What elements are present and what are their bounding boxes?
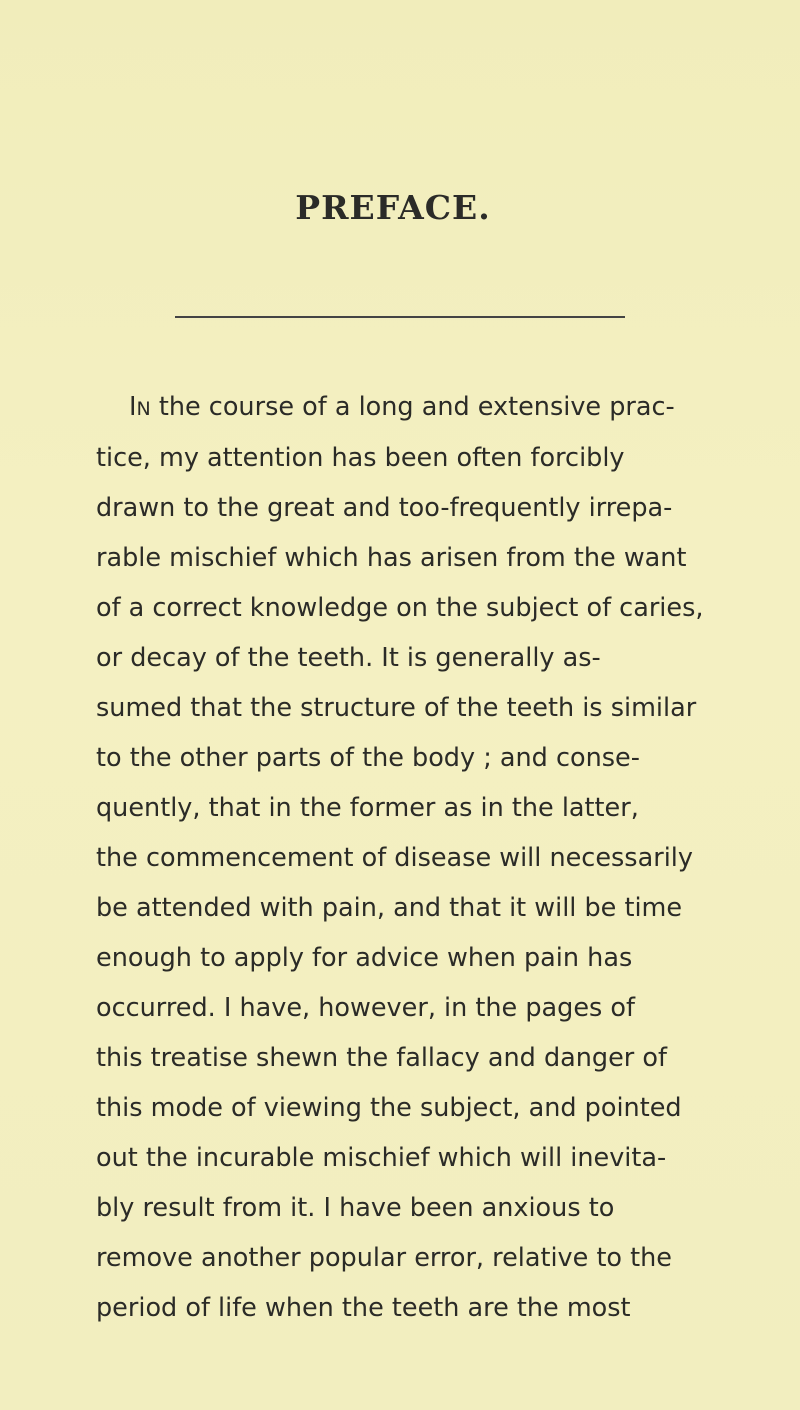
text-line-9: quently, that in the former as in the latter, [96, 793, 639, 823]
page-heading: PREFACE. [295, 188, 491, 227]
small-caps: N [136, 398, 151, 420]
text-line-11: be attended with pain, and that it will be time [96, 893, 683, 923]
text-line-14: this treatise shewn the fallacy and danger of [96, 1043, 667, 1073]
text-line-6: or decay of the teeth. It is generally as- [96, 643, 601, 673]
text-line-17: bly result from it. I have been anxious to [96, 1193, 615, 1223]
text-line-16: out the incurable mischief which will inevita- [96, 1143, 667, 1173]
text-line-10: the commencement of disease will necessarily [96, 843, 693, 873]
text-line-15: this mode of viewing the subject, and pointed [96, 1093, 682, 1123]
text-line-13: occurred. I have, however, in the pages of [96, 993, 635, 1023]
text-line-8: to the other parts of the body ; and conse- [96, 743, 640, 773]
text-line-5: of a correct knowledge on the subject of caries, [96, 593, 704, 623]
text-line-2: tice, my attention has been often forcibly [96, 443, 625, 473]
text-line-7: sumed that the structure of the teeth is similar [96, 693, 697, 723]
heading-rule [175, 316, 625, 318]
text-line-18: remove another popular error, relative to the [96, 1243, 672, 1273]
text-line-1: IN the course of a long and extensive prac- [129, 392, 675, 422]
text-line-4: rable mischief which has arisen from the want [96, 543, 687, 573]
drop-initial: I [129, 392, 137, 422]
text-line-3: drawn to the great and too-frequently irrepa- [96, 493, 673, 523]
text-line-12: enough to apply for advice when pain has [96, 943, 633, 973]
text-line-19: period of life when the teeth are the most [96, 1293, 631, 1323]
